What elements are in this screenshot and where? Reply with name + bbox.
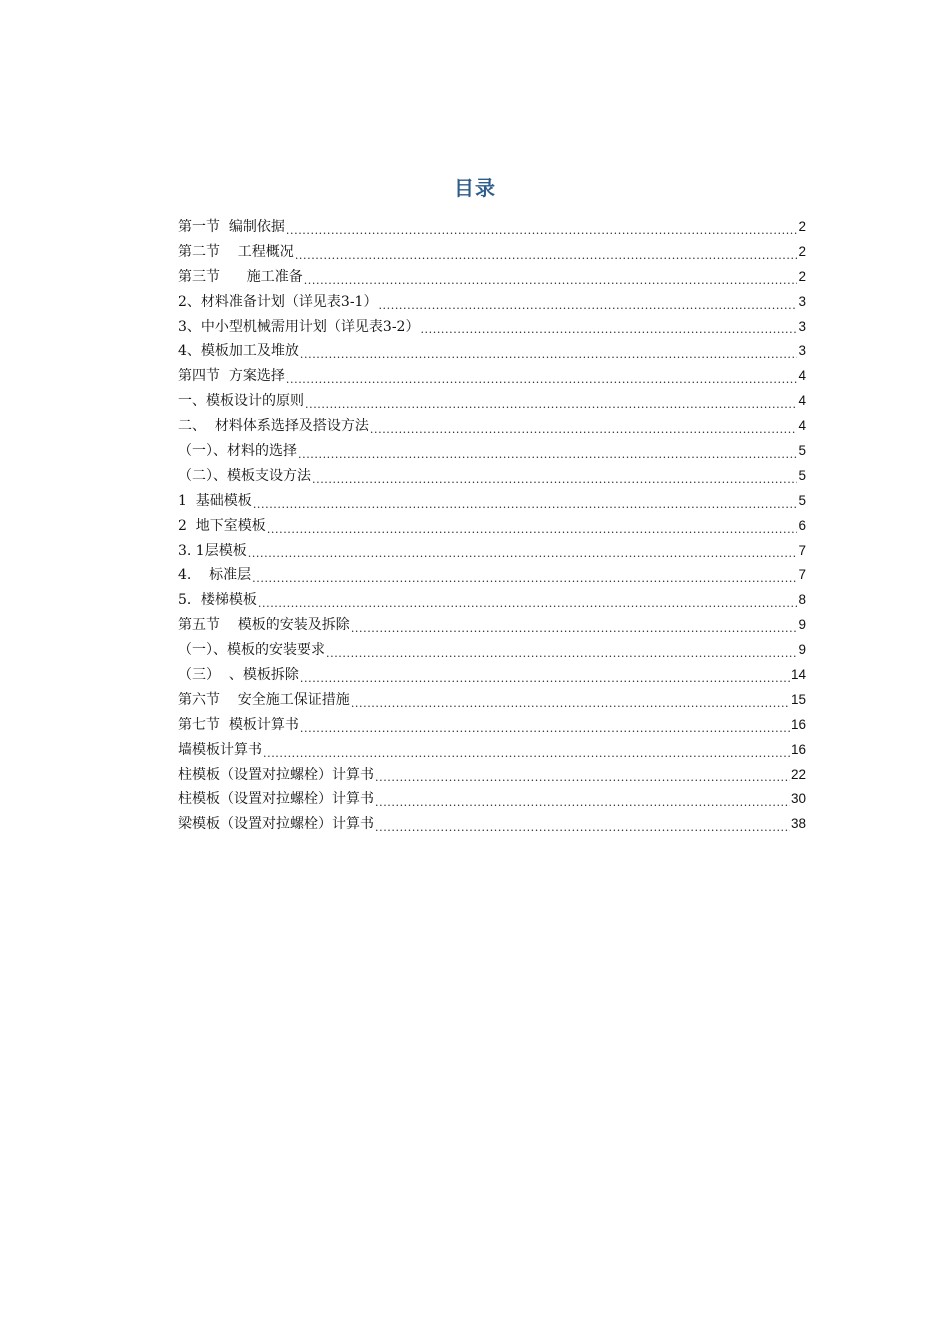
toc-entry[interactable] <box>178 339 806 364</box>
toc-entry[interactable] <box>178 563 806 588</box>
toc-entry-page: 30 <box>790 791 806 807</box>
toc-entry-text: 2 地下室模板 <box>178 517 266 534</box>
toc-entry-text: （三） 、模板拆除 <box>178 667 299 684</box>
toc-entry[interactable] <box>178 688 806 713</box>
toc-entry-page: 15 <box>790 691 806 707</box>
toc-list <box>178 215 806 837</box>
toc-dot-leader <box>351 613 798 638</box>
toc-entry[interactable] <box>178 514 806 539</box>
toc-entry-page: 6 <box>798 517 806 533</box>
toc-entry-text: 4、模板加工及堆放 <box>178 343 299 360</box>
toc-entry-text: 第五节 模板的安装及拆除 <box>178 617 350 634</box>
toc-entry[interactable] <box>178 713 806 738</box>
toc-entry-page: 2 <box>798 268 806 284</box>
toc-dot-leader <box>286 215 798 240</box>
toc-entry-text: 二、 材料体系选择及搭设方法 <box>178 418 369 435</box>
toc-entry-page: 7 <box>798 542 806 558</box>
toc-dot-leader <box>375 812 790 837</box>
toc-dot-leader <box>295 240 798 265</box>
toc-entry[interactable] <box>178 489 806 514</box>
toc-entry[interactable] <box>178 787 806 812</box>
toc-dot-leader <box>375 763 790 788</box>
toc-entry-page: 16 <box>790 716 806 732</box>
toc-entry-page: 4 <box>798 368 806 384</box>
toc-dot-leader <box>248 539 798 564</box>
toc-entry-page: 5 <box>798 467 806 483</box>
toc-entry-text: 1 基础模板 <box>178 492 252 509</box>
toc-entry-page: 16 <box>790 741 806 757</box>
toc-entry-page: 3 <box>798 293 806 309</box>
toc-entry-text: 4. 标准层 <box>178 567 252 584</box>
toc-entry[interactable] <box>178 812 806 837</box>
toc-dot-leader <box>258 588 798 613</box>
toc-entry-page: 8 <box>798 592 806 608</box>
toc-dot-leader <box>305 389 797 414</box>
toc-entry-text: （一）、模板的安装要求 <box>178 642 325 659</box>
toc-entry-page: 14 <box>790 667 806 683</box>
toc-entry[interactable] <box>178 539 806 564</box>
toc-entry-text: 3、中小型机械需用计划（详见表3-2） <box>178 318 420 335</box>
toc-dot-leader <box>300 713 790 738</box>
toc-entry-page: 2 <box>798 243 806 259</box>
toc-entry-page: 3 <box>798 318 806 334</box>
toc-entry-page: 9 <box>798 642 806 658</box>
toc-dot-leader <box>252 563 797 588</box>
toc-dot-leader <box>375 787 790 812</box>
toc-entry-text: 一、模板设计的原则 <box>178 393 304 410</box>
toc-entry-text: 第一节 编制依据 <box>178 218 285 235</box>
toc-dot-leader <box>300 663 790 688</box>
toc-dot-leader <box>420 315 797 340</box>
toc-entry[interactable] <box>178 464 806 489</box>
toc-entry-page: 7 <box>798 567 806 583</box>
toc-dot-leader <box>286 364 798 389</box>
toc-entry[interactable] <box>178 763 806 788</box>
toc-entry-text: （二）、模板支设方法 <box>178 467 311 484</box>
toc-entry[interactable] <box>178 290 806 315</box>
toc-entry-text: 柱模板（设置对拉螺栓）计算书 <box>178 766 374 783</box>
toc-entry-text: （一）、材料的选择 <box>178 443 297 459</box>
toc-entry-page: 22 <box>790 766 806 782</box>
toc-entry[interactable] <box>178 315 806 340</box>
toc-entry-text: 第四节 方案选择 <box>178 368 285 385</box>
toc-entry[interactable] <box>178 240 806 265</box>
toc-entry[interactable] <box>178 613 806 638</box>
toc-entry[interactable] <box>178 265 806 290</box>
toc-entry[interactable] <box>178 738 806 763</box>
toc-entry-page: 4 <box>798 393 806 409</box>
toc-dot-leader <box>312 464 797 489</box>
toc-dot-leader <box>326 638 797 663</box>
toc-entry[interactable] <box>178 663 806 688</box>
toc-entry-page: 38 <box>790 816 806 832</box>
toc-title: 目录 <box>454 176 496 200</box>
toc-entry-text: 柱模板（设置对拉螺栓）计算书 <box>178 791 374 808</box>
toc-entry-text: 第七节 模板计算书 <box>178 716 299 733</box>
toc-dot-leader <box>267 514 798 539</box>
toc-entry[interactable] <box>178 414 806 439</box>
toc-entry-text: 第六节 安全施工保证措施 <box>178 691 350 708</box>
toc-entry-page: 4 <box>798 418 806 434</box>
toc-entry[interactable] <box>178 215 806 240</box>
toc-entry-text: 第二节 工程概况 <box>178 243 294 260</box>
toc-entry[interactable] <box>178 588 806 613</box>
toc-entry-text: 梁模板（设置对拉螺栓）计算书 <box>178 816 374 833</box>
toc-entry-page: 3 <box>798 343 806 359</box>
toc-entry-text: 2、材料准备计划（详见表3-1） <box>178 293 378 310</box>
toc-entry-text: 5．楼梯模板 <box>178 592 257 609</box>
toc-entry[interactable] <box>178 638 806 663</box>
toc-entry[interactable] <box>178 364 806 389</box>
toc-entry-text: 3. 1层模板 <box>178 542 247 559</box>
toc-dot-leader <box>263 738 790 763</box>
toc-dot-leader <box>304 265 798 290</box>
toc-entry-text: 墙模板计算书 <box>178 741 262 758</box>
toc-entry-page: 9 <box>798 617 806 633</box>
toc-entry[interactable] <box>178 439 806 464</box>
toc-dot-leader <box>253 489 798 514</box>
toc-dot-leader <box>351 688 790 713</box>
toc-entry-page: 5 <box>798 492 806 508</box>
toc-dot-leader <box>378 290 797 315</box>
toc-entry[interactable] <box>178 389 806 414</box>
toc-entry-page: 2 <box>798 218 806 234</box>
toc-dot-leader <box>370 414 798 439</box>
toc-dot-leader <box>298 439 797 464</box>
toc-entry-text: 第三节 施工准备 <box>178 268 303 285</box>
toc-dot-leader <box>300 339 798 364</box>
toc-entry-page: 5 <box>798 443 806 458</box>
